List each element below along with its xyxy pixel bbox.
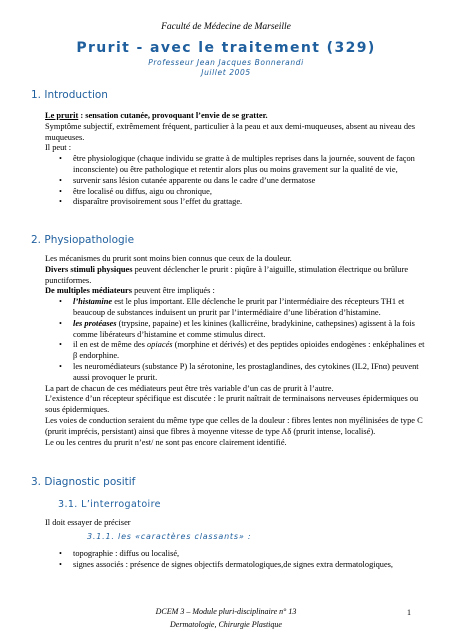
section-introduction-body [45, 111, 425, 208]
mediator-term: opiacés [146, 340, 173, 350]
paragraph [45, 265, 425, 287]
bullet-list [45, 297, 425, 383]
footer-module: DCEM 3 – Module pluri-disciplinaire n° 13 [155, 607, 297, 616]
paragraph [45, 518, 425, 529]
paragraph: Il peut : [45, 143, 72, 153]
paragraph [45, 286, 425, 297]
definition-paragraph [45, 111, 425, 122]
paragraph: L’existence d’un récepteur spécifique est discutée : le prurit naîtrait de terminaisons nerveuses épidermiques ou sous épidermiques. [45, 394, 419, 415]
document-title: Prurit - avec le traitement (329) [76, 40, 376, 56]
paragraph-text: Il doit essayer de préciser [45, 518, 131, 527]
definition-separator: : [78, 111, 86, 120]
list-item: • les neuromédiateurs (substance P) la sérotonine, les prostaglandines, des cytokines (IL2, IFnα) peuvent aussi provoquer le prurit. [73, 362, 425, 384]
paragraph: Le ou les centres du prurit n’est/ ne sont pas encore clairement identifié. [45, 437, 287, 447]
list-item-text: (morphine et dérivés) et des peptides opioides endogènes : enképhalines et β endorphine. [73, 340, 425, 361]
section-heading-physiopathologie: 2. Physiopathologie [31, 234, 135, 246]
list-item [73, 340, 425, 362]
paragraph-text: peuvent déclencher le prurit : piqûre à l’aiguille, stimulation électrique ou brûlure punctiformes. [45, 264, 409, 285]
definition-text: sensation cutanée, provoquant l’envie de se gratter. [85, 111, 268, 120]
list-item: • signes associés : présence de signes objectifs dermatologiques,de signes extra dermatologiques, [73, 560, 425, 571]
subsection-heading-interrogatoire: 3.1. L’interrogatoire [58, 499, 161, 510]
list-item-text: il en est de même des [73, 340, 147, 350]
bullet-list [45, 549, 425, 571]
footer-discipline: Dermatologie, Chirurgie Plastique [170, 620, 282, 629]
page-number: 1 [407, 608, 411, 617]
mediator-term: l’histamine [73, 297, 113, 307]
list-item: • être physiologique (chaque individu se gratte à de multiples reprises dans la journée, souvent de façon inconsciente) ou être pathologique et retentir alors plus ou moins gravement sur la qualité de vie, [73, 154, 425, 176]
paragraph: Les mécanismes du prurit sont moins bien connus que ceux de la douleur. [45, 254, 292, 263]
list-item: • survenir sans lésion cutanée apparente ou dans le cadre d’une dermatose [73, 176, 425, 187]
paragraph: Symptôme subjectif, extrêmement fréquent, particulier à la peau et aux demi-muqueuses, absent au niveau des muqueuses. [45, 121, 416, 142]
mediator-term: les protéases [73, 318, 117, 328]
list-item-text: est le plus important. Elle déclenche le prurit par l’intermédiaire des récepteurs TH1 et beaucoup de substances induisent un prurit par l’intermédiaire d’une libération d’histamine. [73, 297, 405, 317]
paragraph: Les voies de conduction seraient du même type que celles de la douleur : fibres lentes non myélinisées de type C (prurit imprécis, persistant) ainsi que fibres à moyenne vitesse de type Aδ (prurit intense, localisé). [45, 415, 423, 436]
author-line: Professeur Jean Jacques Bonnerandi [148, 58, 304, 67]
bullet-list [45, 154, 425, 208]
definition-term: Le prurit [45, 111, 79, 120]
section-physiopathologie-body [45, 254, 425, 448]
list-item [73, 297, 425, 319]
section-heading-diagnostic: 3. Diagnostic positif [31, 476, 136, 488]
section-diagnostic-body [45, 549, 425, 571]
section-heading-introduction: 1. Introduction [31, 89, 108, 101]
subsubsection-heading-caracteres: 3.1.1. les «caractères classants» : [87, 532, 252, 541]
list-item: • disparaître provisoirement sous l’effet du grattage. [73, 197, 425, 208]
list-item: • topographie : diffus ou localisé, [73, 549, 425, 560]
paragraph: La part de chacun de ces médiateurs peut être très variable d’un cas de prurit à l’autre. [45, 383, 334, 393]
bold-phrase: De multiples médiateurs [45, 286, 132, 296]
date-line: Juillet 2005 [201, 68, 251, 77]
list-item: • être localisé ou diffus, aigu ou chronique, [73, 187, 425, 198]
bold-phrase: Divers stimuli physiques [45, 264, 133, 274]
list-item [73, 319, 425, 341]
faculty-header: Faculté de Médecine de Marseille [161, 22, 291, 32]
paragraph-text: peuvent être impliqués : [132, 286, 215, 296]
list-item-text: (trypsine, papaine) et les kinines (kallicréine, bradykinine, cathepsines) agissent à la fois comme libérateurs d’histamine et comme stimulus direct. [73, 318, 415, 339]
